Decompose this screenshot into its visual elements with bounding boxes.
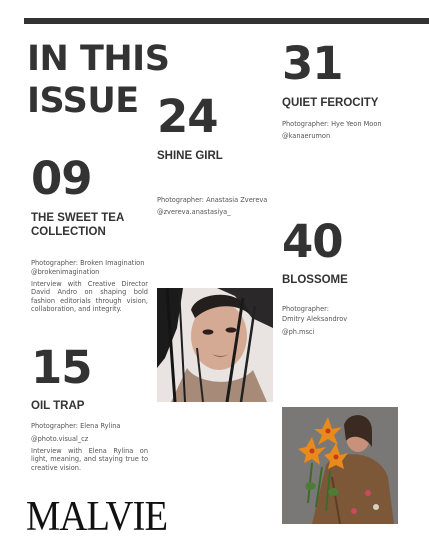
page-title: IN THIS ISSUE — [27, 39, 170, 121]
article-40-handle[interactable]: @ph.msci — [282, 328, 315, 336]
article-31-title[interactable]: QUIET FEROCITY — [282, 97, 379, 109]
article-15-number: 15 — [31, 341, 92, 394]
article-31-handle[interactable]: @kanaerumon — [282, 132, 331, 140]
article-40-photographer: Photographer: — [282, 305, 329, 313]
article-24-number: 24 — [157, 90, 218, 143]
article-15-photographer: Photographer: Elena Rylina — [31, 422, 121, 430]
article-31-photographer: Photographer: Hye Yeon Moon — [282, 120, 382, 128]
top-rule — [24, 18, 429, 24]
article-09-photographer: Photographer: Broken Imagination — [31, 259, 145, 267]
article-40-photographer-name: Dmitry Aleksandrov — [282, 315, 348, 323]
article-15-description: Interview with Elena Rylina on light, meaning, and staying true to creative vision. — [31, 447, 148, 472]
article-09-description: Interview with Creative Director David Andro on shaping bold fashion editorials through vision, collaboration, and integrity. — [31, 280, 148, 313]
flowers-portrait-image — [282, 407, 398, 524]
portrait-image — [157, 288, 273, 402]
article-09-number: 09 — [31, 152, 92, 205]
shine-girl-photo[interactable] — [157, 288, 273, 402]
article-31-number: 31 — [282, 37, 343, 90]
article-24-photographer: Photographer: Anastasia Zvereva — [157, 196, 268, 204]
article-24-handle[interactable]: @zvereva.anastasiya_ — [157, 208, 231, 216]
malvie-logo: MALVIE — [26, 494, 168, 540]
article-40-number: 40 — [282, 215, 343, 268]
blossome-photo[interactable] — [282, 407, 398, 524]
article-24-title[interactable]: SHINE GIRL — [157, 150, 223, 162]
article-15-handle[interactable]: @photo.visual_cz — [31, 435, 89, 443]
article-09-title[interactable]: THE SWEET TEA COLLECTION — [31, 212, 124, 238]
article-40-title[interactable]: BLOSSOME — [282, 274, 348, 286]
article-09-handle[interactable]: @brokenimagination — [31, 268, 100, 276]
article-15-title[interactable]: OIL TRAP — [31, 400, 85, 412]
